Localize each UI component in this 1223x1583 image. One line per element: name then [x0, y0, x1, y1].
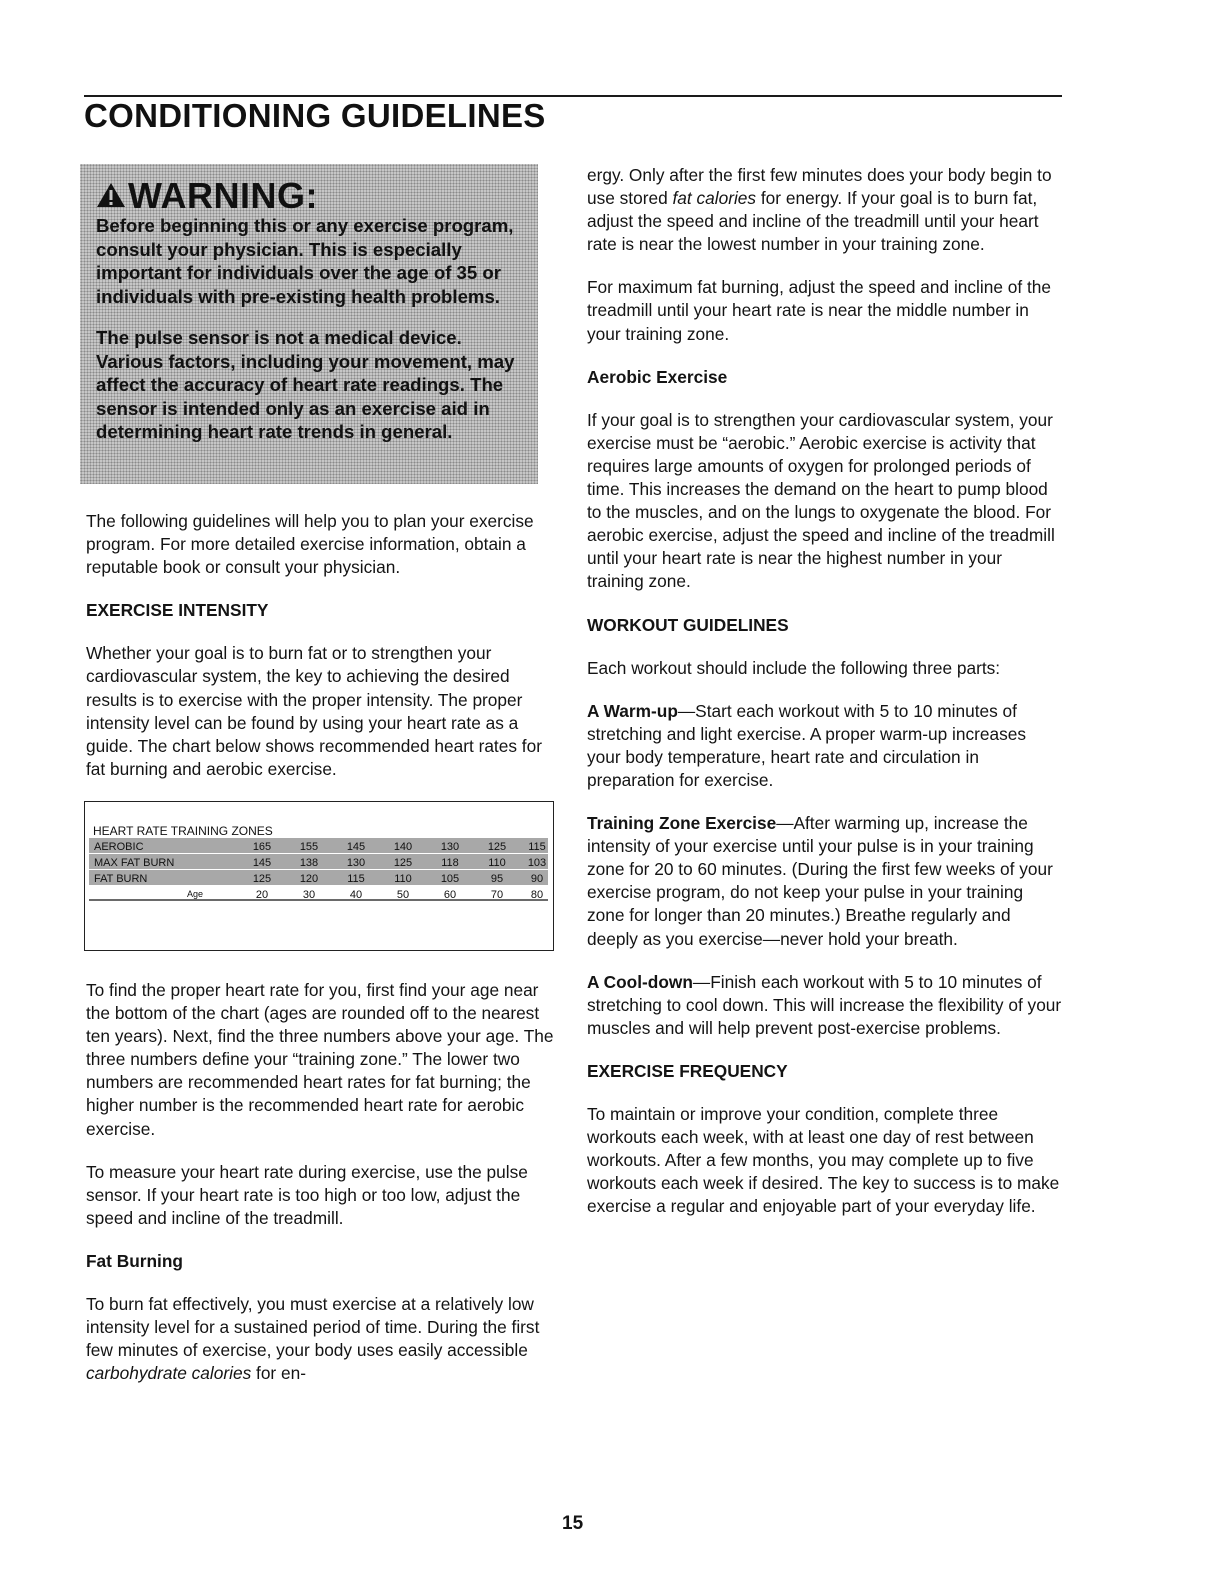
chart-x-tick: 50: [396, 888, 410, 901]
chart-series-label: FAT BURN: [94, 872, 148, 885]
measure-paragraph: To measure your heart rate during exercise, use the pulse sensor. If your heart rate is too high or too low, adjust the speed and incline of the treadmill.: [86, 1161, 528, 1228]
heart-rate-chart: [84, 801, 554, 951]
frequency-paragraph: To maintain or improve your condition, complete three workouts each week, with at least one day of rest between workouts. After a few months, you may complete up to five workouts each week if desired. The key to success is to make exercise a regular and enjoyable part of your everyday life.: [587, 1104, 1060, 1217]
chart-x-label: Age: [186, 888, 204, 899]
chart-x-tick: 40: [349, 888, 363, 901]
workout-paragraph: Each workout should include the following three parts:: [587, 657, 1001, 678]
cooldown-label: A Cool-down: [587, 971, 693, 992]
fat-burning-paragraph: [86, 1293, 558, 1385]
training-zone-paragraph: [587, 812, 1062, 951]
aerobic-heading: Aerobic Exercise: [587, 366, 728, 387]
training-zone-label: Training Zone Exercise: [587, 813, 777, 834]
warning-box: [80, 164, 538, 484]
fat-burning-heading: Fat Burning: [86, 1250, 183, 1271]
chart-series-label: MAX FAT BURN: [94, 856, 175, 869]
chart-value-cell: 115: [528, 840, 546, 853]
chart-value-cell: 138: [299, 856, 319, 869]
chart-x-tick: 30: [302, 888, 316, 901]
chart-x-tick: 20: [255, 888, 269, 901]
warmup-paragraph: [587, 700, 1062, 792]
max-fat-paragraph: For maximum fat burning, adjust the speed and incline of the treadmill until your heart rate is near the middle number in your training zone.: [587, 277, 1051, 344]
chart-value-cell: 90: [530, 872, 544, 885]
chart-value-cell: 165: [252, 840, 272, 853]
chart-value-cell: 115: [347, 872, 365, 885]
chart-value-cell: 145: [346, 840, 366, 853]
cooldown-paragraph: [587, 971, 1062, 1040]
chart-value-cell: 125: [487, 840, 507, 853]
chart-value-cell: 105: [440, 872, 460, 885]
page-title: CONDITIONING GUIDELINES: [84, 97, 546, 134]
training-zone-text: —After warming up, increase the intensity of your exercise until your pulse is in your training zone for 20 to 60 minutes. (During the first few weeks of your exercise program, do not keep your pulse in your training zone for longer than 20 minutes.) Breathe regularly and deeply as you exercise—never hold your breath.: [587, 813, 1053, 949]
workout-guidelines-heading: WORKOUT GUIDELINES: [587, 614, 789, 635]
cooldown-text: —Finish each workout with 5 to 10 minutes of stretching to cool down. This will increase the flexibility of your muscles and will help prevent post-exercise problems.: [587, 971, 1062, 1038]
fat-text-b: for en-: [251, 1363, 306, 1384]
exercise-frequency-heading: EXERCISE FREQUENCY: [587, 1060, 788, 1081]
chart-value-cell: 155: [299, 840, 319, 853]
intro-paragraph: The following guidelines will help you to plan your exercise program. For more detailed exercise information, obtain a reputable book or consult your physician.: [86, 511, 534, 578]
fat-text-em: carbohydrate calories: [86, 1363, 252, 1384]
chart-value-cell: 125: [393, 856, 413, 869]
chart-value-cell: 110: [394, 872, 412, 885]
intensity-paragraph: Whether your goal is to burn fat or to strengthen your cardiovascular system, the key to achieving the desired results is to exercise with the proper intensity. The proper intensity level can be found by using your heart rate as a guide. The chart below shows recommended heart rates for fat burning and aerobic exercise.: [86, 643, 542, 779]
find-rate-paragraph: To find the proper heart rate for you, first find your age near the bottom of the chart (ages are rounded off to the nearest ten years). Next, find the three numbers above your age. The three numbers define your “training zone.” The lower two numbers are recommended heart rates for fat burning; the higher number is the recommended heart rate for aerobic exercise.: [86, 979, 554, 1139]
warning-sensor-text: The pulse sensor is not a medical device. Various factors, including your movement, may affect the accuracy of heart rate readings. The sensor is intended only as an exercise aid in determining heart rate trends in general.: [96, 327, 515, 442]
chart-value-cell: 130: [440, 840, 460, 853]
chart-x-tick: 80: [530, 888, 544, 901]
heart-rate-chart-svg: [85, 802, 552, 949]
warmup-label: A Warm-up: [587, 700, 678, 721]
continuation-paragraph: [587, 164, 1062, 256]
cont-text-a: ergy. Only after the first few minutes does your body begin to use stored: [587, 165, 1052, 209]
chart-series-label: AEROBIC: [94, 840, 144, 853]
warning-triangle-icon: [96, 182, 126, 208]
left-column: [86, 164, 558, 1405]
cont-text-b: for energy. If your goal is to burn fat, adjust the speed and incline of the treadmill until your heart rate is near the lowest number in your training zone.: [587, 188, 1039, 255]
warmup-text: —Start each workout with 5 to 10 minutes of stretching and light exercise. A proper warm-up increases your body temperature, heart rate and circulation in preparation for exercise.: [587, 700, 1026, 790]
warning-label: WARNING:: [128, 175, 318, 216]
chart-x-tick: 70: [490, 888, 504, 901]
chart-value-cell: 110: [488, 856, 506, 869]
chart-value-cell: 140: [393, 840, 413, 853]
chart-value-cell: 95: [490, 872, 504, 885]
fat-text-a: To burn fat effectively, you must exercise at a relatively low intensity level for a sustained period of time. During the first few minutes of exercise, your body uses easily accessible: [86, 1293, 540, 1361]
chart-row-band: [89, 838, 548, 853]
exercise-intensity-heading: EXERCISE INTENSITY: [86, 600, 269, 621]
cont-text-em: fat calories: [672, 188, 757, 209]
aerobic-paragraph: If your goal is to strengthen your cardiovascular system, your exercise must be “aerobic.” Aerobic exercise is activity that requires large amounts of oxygen for prolonged periods of time. This increases the demand on the heart to pump blood to the muscles, and on the lungs to oxygenate the blood. For aerobic exercise, adjust the speed and incline of the treadmill until your heart rate is near the highest number in your training zone.: [587, 409, 1055, 592]
chart-value-cell: 130: [346, 856, 366, 869]
chart-title: HEART RATE TRAINING ZONES: [93, 823, 273, 838]
chart-row-band: [89, 870, 548, 885]
right-column: [587, 164, 1062, 1238]
warning-lead-text: Before beginning this or any exercise program, consult your physician. This is especially important for individuals over the age of 35 or individuals with pre-existing health problems.: [96, 215, 514, 307]
chart-value-cell: 120: [299, 872, 319, 885]
chart-value-cell: 103: [527, 856, 547, 869]
chart-x-tick: 60: [443, 888, 457, 901]
chart-value-cell: 118: [441, 856, 459, 869]
chart-value-cell: 145: [252, 856, 272, 869]
page-number: 15: [562, 1513, 584, 1534]
chart-value-cell: 125: [252, 872, 272, 885]
